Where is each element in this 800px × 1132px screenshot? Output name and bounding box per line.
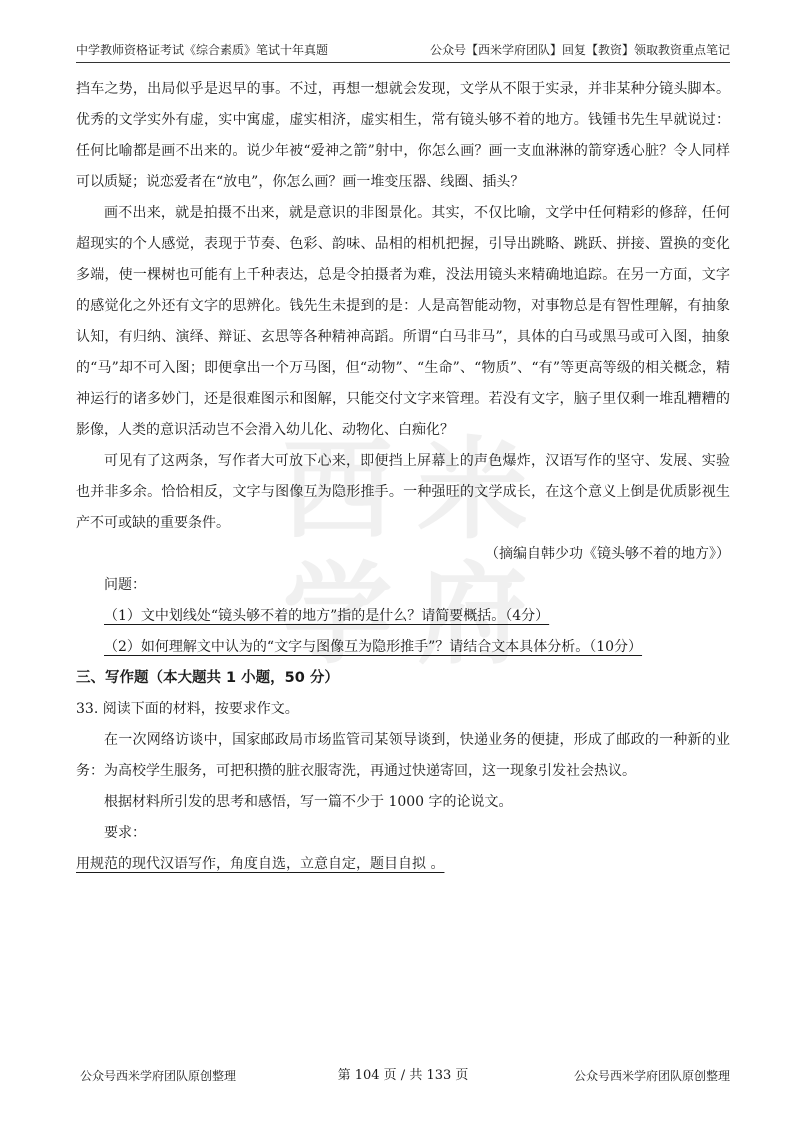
writing-material: 在一次网络访谈中，国家邮政局市场监管司某领导谈到，快递业务的便捷，形成了邮政的一种新的业务：为高校学生服务，可把积攒的脏衣服寄洗，再通过快递寄回，这一现象引发社会热议。 [76, 732, 730, 779]
question-1 [76, 601, 730, 632]
passage-paragraph: 可见有了这两条，写作者大可放下心来，即便挡上屏幕上的声色爆炸，汉语写作的坚守、发展、实验也并非多余。恰恰相反，文字与图像互为隐形推手。一种强旺的文学成长，在这个意义上倒是优质影视生产不可或缺的重要条件。 [76, 453, 730, 531]
watermark-char: 府 [417, 551, 528, 679]
passage-paragraph: 画不出来，就是拍摄不出来，就是意识的非图景化。其实，不仅比喻，文学中任何精彩的修辞，任何超现实的个人感觉，表现于节奏、色彩、韵味、品相的相机把握，引导出跳略、跳跃、拼接、置换的变化多端，使一棵树也可能有上千种表达，总是令拍摄者为难，没法用镜头来精确地追踪。在另一方面，文字的感觉化之外还有文字的思辨化。钱先生未提到的是：人是高智能动物，对事物总是有智性理解，有抽象认知，有归纳、演绎、辩证、玄思等各种精神高蹈。所谓“白马非马”，具体的白马或黑马或可入图，抽象的“马”却不可入图；即便拿出一个万马图，但“动物”、“生命”、“物质”、“有”等更高等级的相关概念，精神运行的诸多妙门，还是很难图示和图解，只能交付文字来管理。若没有文字，脑子里仅剩一堆乱糟糟的影像，人类的意识活动岂不会滑入幼儿化、动物化、白痴化？ [76, 205, 730, 438]
watermark-char: 西 [282, 426, 393, 554]
page-content [76, 74, 730, 880]
question-1-text: （1）文中划线处“镜头够不着的地方”指的是什么？请简要概括。（4分） [104, 608, 550, 624]
footer-right-text: 公众号西米学府团队原创整理 [573, 1069, 730, 1083]
questions-label: 问题： [104, 577, 146, 593]
header-right-text: 公众号【西米学府团队】回复【教资】领取教资重点笔记 [429, 43, 730, 57]
header-divider [76, 62, 730, 63]
requirements-text: 用规范的现代汉语写作，角度自选，立意自定，题目自拟 。 [76, 856, 445, 872]
passage-source: （摘编自韩少功《镜头够不着的地方》） [485, 546, 730, 562]
watermark-char: 米 [417, 426, 528, 554]
requirements-label: 要求： [104, 825, 146, 841]
watermark-char: 学 [282, 551, 393, 679]
page-number: 第 104 页 / 共 133 页 [337, 1068, 469, 1083]
header-left-text: 中学教师资格证考试《综合素质》笔试十年真题 [76, 43, 329, 57]
passage-paragraph: 挡车之势，出局似乎是迟早的事。不过，再想一想就会发现，文学从不限于实录，并非某种分镜头脚本。优秀的文学实外有虚，实中寓虚，虚实相济，虚实相生，常有镜头够不着的地方。钱锺书先生早就说过：任何比喻都是画不出来的。说少年被“爱神之箭”射中，你怎么画？画一支血淋淋的箭穿透心脏？令人同样可以质疑；说恋爱者在“放电”，你怎么画？画一堆变压器、线圈、插头？ [76, 81, 730, 190]
page-header [76, 40, 730, 62]
footer-left-text: 公众号西米学府团队原创整理 [80, 1069, 237, 1083]
question-2 [76, 632, 730, 663]
requirements [76, 849, 730, 880]
question-33: 33. 阅读下面的材料，按要求作文。 [76, 701, 299, 717]
page-footer [76, 1066, 730, 1088]
writing-instruction: 根据材料所引发的思考和感悟，写一篇不少于 1000 字的论说文。 [104, 794, 513, 810]
section-3-title: 三、写作题（本大题共 1 小题，50 分） [76, 670, 339, 686]
question-2-text: （2）如何理解文中认为的“文字与图像互为隐形推手”？请结合文本具体分析。（10分） [104, 639, 643, 655]
